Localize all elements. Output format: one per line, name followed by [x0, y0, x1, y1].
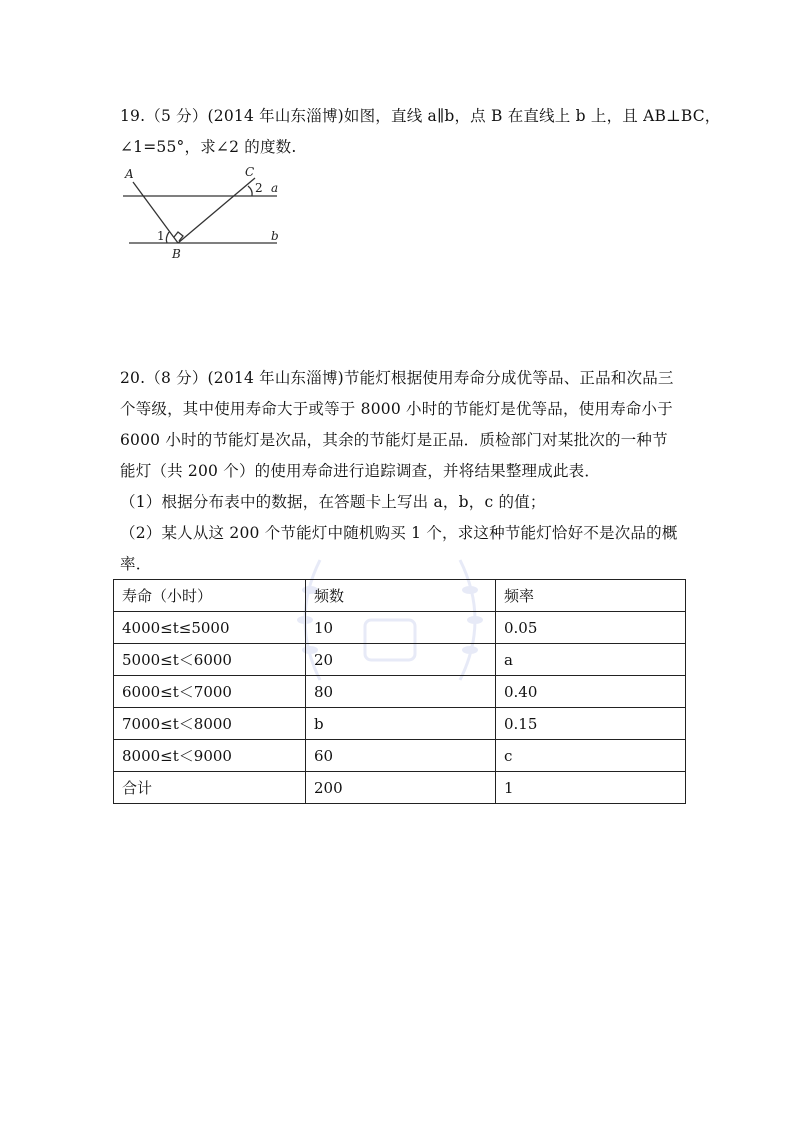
table-cell: 20	[306, 644, 496, 676]
table-header-row	[114, 580, 686, 612]
q20-text-line-3: 6000 小时的节能灯是次品，其余的节能灯是正品．质检部门对某批次的一种节	[120, 431, 668, 449]
q20-text-line-1: 20.（8 分）(2014 年山东淄博)节能灯根据使用寿命分成优等品、正品和次品三	[120, 369, 674, 387]
label-B: B	[172, 247, 181, 261]
label-b: b	[271, 229, 279, 243]
segment-BC	[178, 178, 255, 243]
table-cell: a	[496, 644, 686, 676]
angle-1-arc	[166, 232, 169, 243]
table-total-row	[114, 772, 686, 804]
q20-text-line-4: 能灯（共 200 个）的使用寿命进行追踪调查，并将结果整理成此表．	[120, 462, 601, 480]
table-cell: 合计	[114, 772, 306, 804]
label-C: C	[245, 165, 255, 179]
label-1: 1	[157, 229, 165, 243]
table-cell: 60	[306, 740, 496, 772]
label-A: A	[125, 167, 134, 181]
angle-2-arc	[248, 186, 252, 196]
q19-text-line-1: 19.（5 分）(2014 年山东淄博)如图，直线 a∥b，点 B 在直线上 b 上，且 AB⊥BC，	[120, 107, 721, 125]
table-cell: c	[496, 740, 686, 772]
header-lifetime: 寿命（小时）	[114, 580, 306, 612]
table-cell: 7000≤t＜8000	[114, 708, 306, 740]
q20-part-1: （1）根据分布表中的数据，在答题卡上写出 a，b，c 的值；	[120, 493, 546, 511]
distribution-table	[113, 579, 686, 804]
parallel-lines-figure	[115, 160, 295, 262]
table-cell: 0.05	[496, 612, 686, 644]
table-row	[114, 612, 686, 644]
table-row	[114, 644, 686, 676]
label-2: 2	[255, 181, 263, 195]
table-cell: 200	[306, 772, 496, 804]
table-row	[114, 676, 686, 708]
q20-part-2-line-1: （2）某人从这 200 个节能灯中随机购买 1 个，求这种节能灯恰好不是次品的概	[120, 524, 678, 542]
label-a: a	[271, 181, 279, 195]
q20-part-2-line-2: 率．	[120, 555, 152, 573]
header-frequency: 频数	[306, 580, 496, 612]
table-row	[114, 740, 686, 772]
table-cell: b	[306, 708, 496, 740]
table-cell: 5000≤t＜6000	[114, 644, 306, 676]
table-cell: 0.15	[496, 708, 686, 740]
table-cell: 4000≤t≤5000	[114, 612, 306, 644]
table-cell: 8000≤t＜9000	[114, 740, 306, 772]
q20-text-line-2: 个等级，其中使用寿命大于或等于 8000 小时的节能灯是优等品，使用寿命小于	[120, 400, 673, 418]
table-cell: 80	[306, 676, 496, 708]
segment-AB	[133, 182, 178, 243]
table-row	[114, 708, 686, 740]
header-relative-frequency: 频率	[496, 580, 686, 612]
table-cell: 6000≤t＜7000	[114, 676, 306, 708]
table-cell: 0.40	[496, 676, 686, 708]
q19-text-line-2: ∠1=55°，求∠2 的度数.	[120, 138, 297, 156]
table-cell: 10	[306, 612, 496, 644]
table-cell: 1	[496, 772, 686, 804]
